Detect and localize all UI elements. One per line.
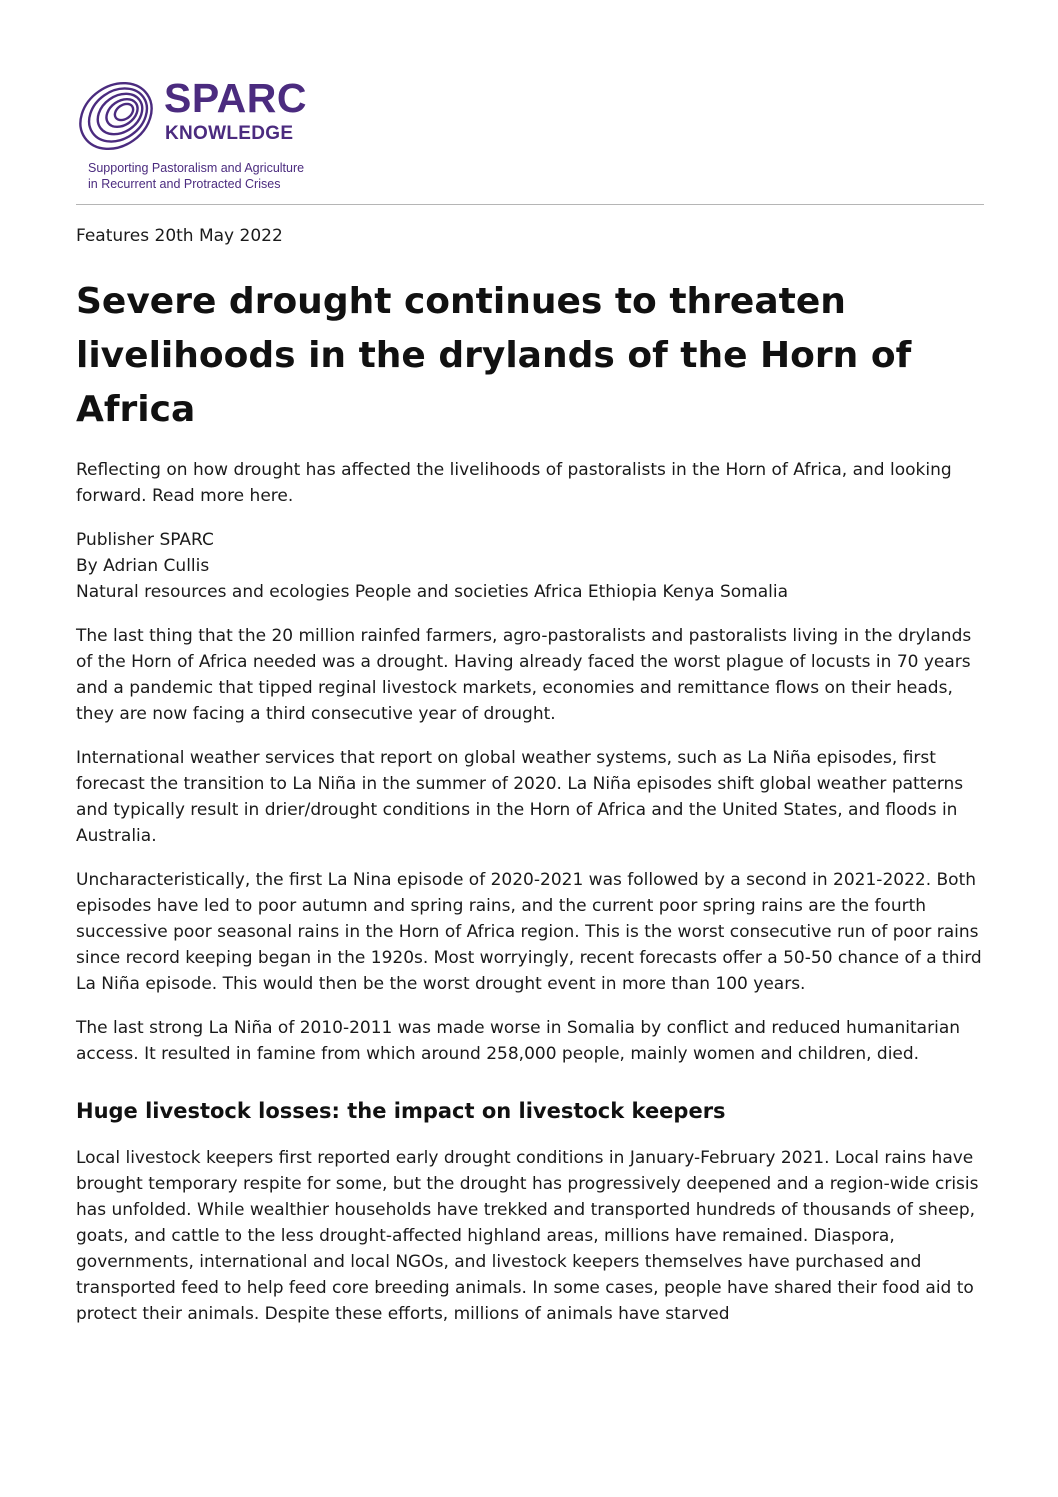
paragraph: The last strong La Niña of 2010-2011 was made worse in Somalia by conflict and reduced humanitarian access. It resulted in famine from which around 258,000 people, mainly women and children, died. [76, 1018, 961, 1064]
publisher: Publisher SPARC [76, 530, 214, 550]
category-date: Features 20th May 2022 [76, 226, 283, 246]
header-divider [76, 204, 984, 205]
article-meta [76, 527, 986, 605]
logo-title: SPARC [164, 75, 307, 121]
logo-subtitle: KNOWLEDGE [165, 123, 294, 144]
section-paragraph: Local livestock keepers first reported early drought conditions in January-February 2021. Local rains have brought temporary respite for some, but the drought has progressively deepened and a region-wide crisis has unfolded. While wealthier households have trekked and transported hundreds of thousands of sheep, goats, and cattle to the less drought-affected highland areas, millions have remained. Diaspora, governments, international and local NGOs, and livestock keepers themselves have purchased and transported feed to help feed core breeding animals. In some cases, people have shared their food aid to protect their animals. Despite these efforts, millions of animals have starved [76, 1148, 979, 1324]
section-heading: Huge livestock losses: the impact on livestock keepers [76, 1099, 726, 1123]
article-body [76, 457, 986, 1341]
sparc-knowledge-logo[interactable] [76, 75, 336, 195]
author: By Adrian Cullis [76, 556, 210, 576]
article-summary: Reflecting on how drought has affected the livelihoods of pastoralists in the Horn of Africa, and looking forward. Read more here. [76, 460, 952, 506]
logo-tagline [88, 160, 304, 192]
article-title: Severe drought continues to threaten livelihoods in the drylands of the Horn of Africa [76, 281, 912, 430]
sparc-emblem-icon [76, 80, 156, 152]
paragraph: The last thing that the 20 million rainfed farmers, agro-pastoralists and pastoralists living in the drylands of the Horn of Africa needed was a drought. Having already faced the worst plague of locusts in 70 years and a pandemic that tipped reginal livestock markets, economies and remittance flows on their heads, they are now facing a third consecutive year of drought. [76, 626, 972, 724]
tags: Natural resources and ecologies People and societies Africa Ethiopia Kenya Somalia [76, 582, 788, 602]
paragraph: Uncharacteristically, the first La Nina episode of 2020-2021 was followed by a second in 2021-2022. Both episodes have led to poor autumn and spring rains, and the current poor spring rains are the fourth successive poor seasonal rains in the Horn of Africa region. This is the worst consecutive run of poor rains since record keeping began in the 1920s. Most worryingly, recent forecasts offer a 50-50 chance of a third La Niña episode. This would then be the worst drought event in more than 100 years. [76, 870, 982, 994]
logo-tagline-line2: in Recurrent and Protracted Crises [88, 177, 281, 191]
logo-tagline-line1: Supporting Pastoralism and Agriculture [88, 161, 305, 175]
paragraph: International weather services that report on global weather systems, such as La Niña episodes, first forecast the transition to La Niña in the summer of 2020. La Niña episodes shift global weather patterns and typically result in drier/drought conditions in the Horn of Africa and the United States, and floods in Australia. [76, 748, 964, 846]
